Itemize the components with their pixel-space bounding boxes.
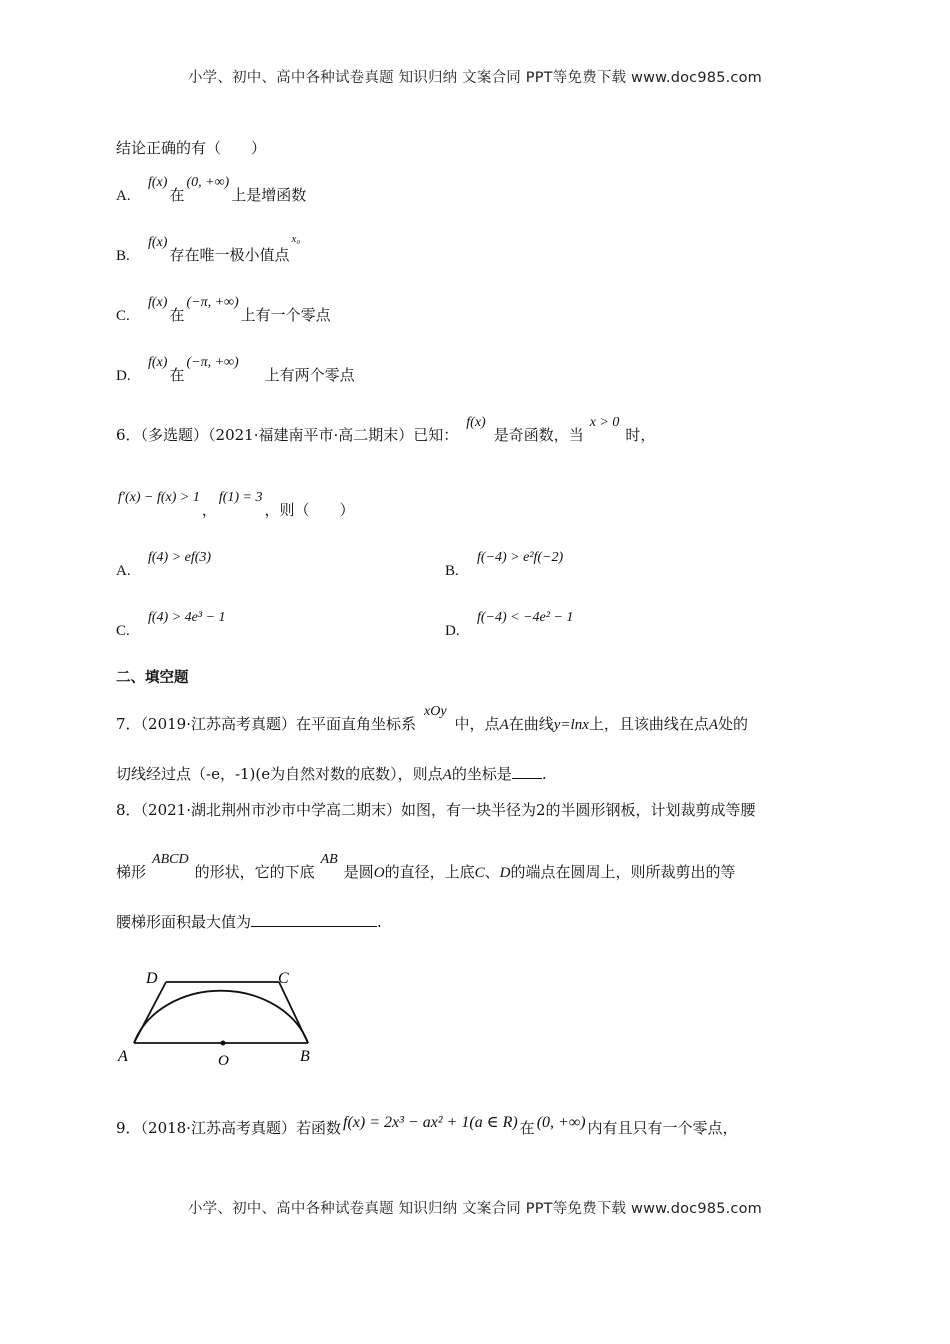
segment-bc: [279, 982, 308, 1043]
semicircle-trapezoid-figure: [112, 955, 322, 1073]
q6-option-a: A.f(4) > ef(3): [116, 550, 212, 579]
label-d: D: [146, 970, 158, 987]
q8-answer-blank[interactable]: [251, 912, 377, 927]
q5-option-a: A.f(x)在(0, +∞)上是增函数: [116, 175, 307, 204]
label-b: B: [300, 1048, 310, 1065]
q7-answer-blank[interactable]: [512, 764, 542, 779]
label-a: A: [118, 1048, 128, 1065]
q6-stem: 6．（多选题）（2021·福建南平市·高二期末）已知：f(x)是奇函数，当x > 0时，: [116, 415, 656, 444]
q7-line-1: 7．（2019·江苏高考真题）在平面直角坐标系xOy中，点A在曲线y=lnx上，且该曲线在点A处的: [116, 704, 749, 733]
segment-ad: [134, 982, 166, 1043]
page-header: 小学、初中、高中各种试卷真题 知识归纳 文案合同 PPT等免费下载 www.doc985.com: [187, 70, 763, 86]
q6-option-c: C.f(4) > 4e³ − 1: [116, 610, 226, 639]
q6-option-b: B.f(−4) > e²f(−2): [445, 550, 564, 579]
section-title-fill-in: 二、填空题: [116, 670, 189, 686]
q5-option-c: C.f(x)在(−π, +∞)上有一个零点: [116, 295, 331, 324]
q8-line-1: 8．（2021·湖北荆州市沙市中学高二期末）如图，有一块半径为2的半圆形钢板，计划裁剪成等腰: [116, 801, 756, 819]
label-o: O: [218, 1053, 229, 1069]
q6-condition: f′(x) − f(x) > 1，f(1) = 3，则（ ）: [118, 490, 355, 519]
q5-option-d: D.f(x)在(−π, +∞)上有两个零点: [116, 355, 355, 384]
q8-line-3: 腰梯形面积最大值为 .: [116, 913, 382, 931]
q9-line-1: 9．（2018·江苏高考真题）若函数 f(x) = 2x³ − ax² + 1(a ∈ R) 在 (0, +∞) 内有且只有一个零点，: [116, 1114, 738, 1137]
q7-line-2: 切线经过点（-e，-1)(e为自然对数的底数），则点A的坐标是 .: [116, 765, 547, 783]
q5-stem: 结论正确的有（ ）: [116, 139, 267, 157]
q6-option-d: D.f(−4) < −4e² − 1: [445, 610, 574, 639]
semicircle-arc: [134, 991, 308, 1043]
page-footer: 小学、初中、高中各种试卷真题 知识归纳 文案合同 PPT等免费下载 www.doc985.com: [187, 1201, 763, 1217]
q8-line-2: 梯形ABCD的形状，它的下底AB是圆O的直径，上底C、D的端点在圆周上，则所裁剪出的等: [116, 852, 736, 881]
center-point-o: [221, 1041, 226, 1046]
label-c: C: [278, 970, 289, 987]
q5-option-b: B.f(x)存在唯一极小值点$^{x_0}$: [116, 233, 301, 264]
